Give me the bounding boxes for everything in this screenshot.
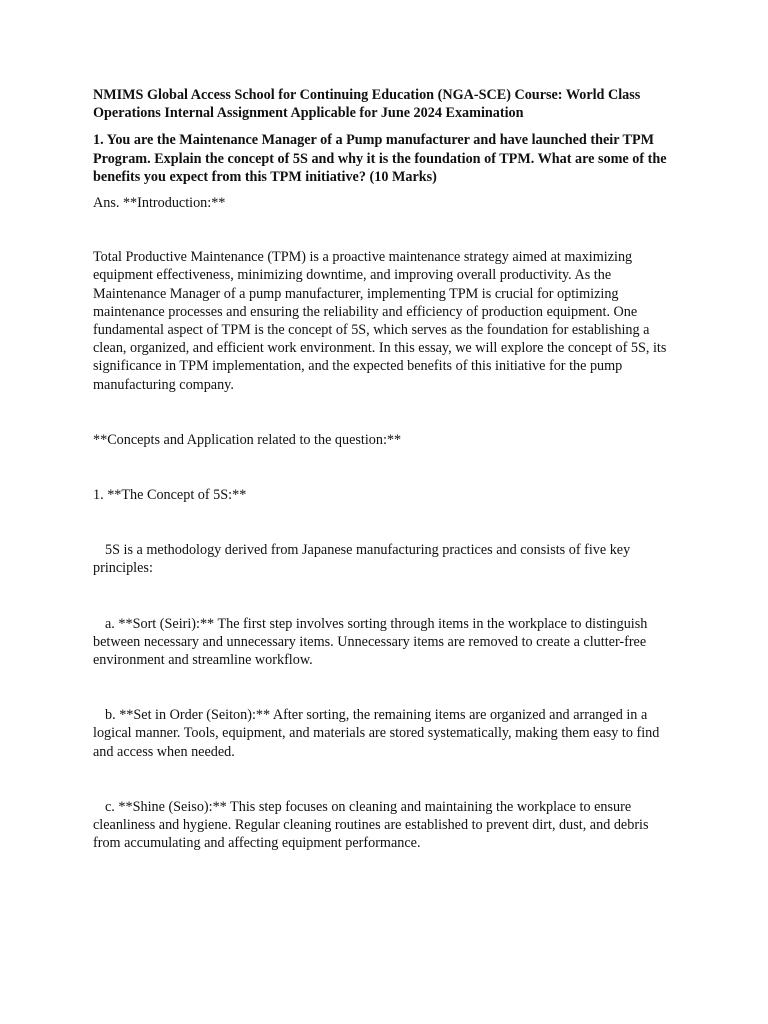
list-item: c. **Shine (Seiso):** This step focuses on cleaning and maintaining the workplace to ensure cleanliness and hygiene. Regular cleaning routines are established to prevent dirt, dust, and debris from accumulating and affecting equipment performance. xyxy=(93,798,649,852)
intro-paragraph: Total Productive Maintenance (TPM) is a proactive maintenance strategy aimed at maximizing equipment effectiveness, minimizing downtime, and improving overall productivity. As the Maintenance Manager of a pump manufacturer, implementing TPM is crucial for optimizing maintenance processes and ensuring the reliability and efficiency of production equipment. One fundamental aspect of TPM is the concept of 5S, which serves as the foundation for establishing a clean, organized, and efficient work environment. In this essay, we will explore the concept of 5S, its significance in TPM implementation, and the expected benefits of this initiative for the pump manufacturing company. xyxy=(93,249,667,393)
list-item: b. **Set in Order (Seiton):** After sorting, the remaining items are organized and arranged in a logical manner. Tools, equipment, and materials are stored systematically, making them easy to find and access when needed. xyxy=(93,707,660,760)
concept-5s-heading: 1. **The Concept of 5S:** xyxy=(93,487,247,504)
concepts-heading: **Concepts and Application related to the question:** xyxy=(93,431,402,448)
answer-intro-label: Ans. **Introduction:** xyxy=(93,195,226,212)
document-page xyxy=(93,86,678,852)
document-header: NMIMS Global Access School for Continuing Education (NGA-SCE) Course: World Class Operations Internal Assignment Applicable for June 2024 Examination xyxy=(93,87,641,122)
question-text: 1. You are the Maintenance Manager of a Pump manufacturer and have launched their TPM Program. Explain the concept of 5S and why it is the foundation of TPM. What are some of the benefits you expect from this TPM initiative? (10 Marks) xyxy=(93,132,667,185)
concept-5s-intro: 5S is a methodology derived from Japanese manufacturing practices and consists of five key principles: xyxy=(93,542,631,577)
list-item: a. **Sort (Seiri):** The first step involves sorting through items in the workplace to distinguish between necessary and unnecessary items. Unnecessary items are removed to create a clutter-free environment and streamline workflow. xyxy=(93,615,648,669)
